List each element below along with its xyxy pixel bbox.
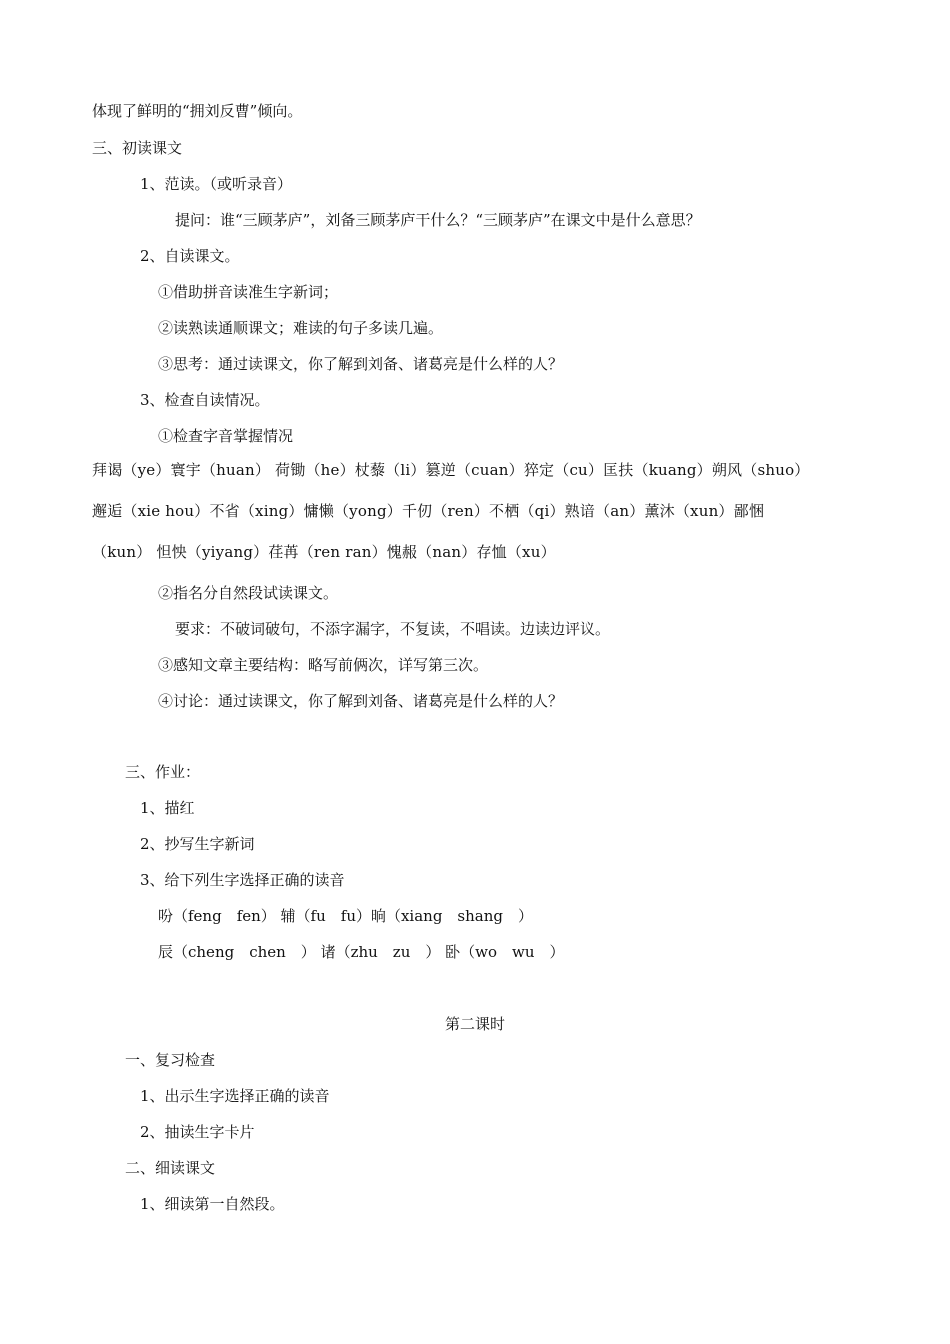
text-line: ②读熟读通顺课文；难读的句子多读几遍。 <box>158 319 444 337</box>
section-heading: 三、作业： <box>125 763 201 781</box>
text-line: 2、抄写生字新词 <box>140 835 255 853</box>
text-line: 吩（feng fen） 辅（fu fu）晌（xiang shang ） <box>158 907 534 925</box>
text-line: ③思考：通过读课文，你了解到刘备、诸葛亮是什么样的人？ <box>158 355 564 373</box>
text-line: 1、细读第一自然段。 <box>140 1195 285 1213</box>
text-line: 1、范读。（或听录音） <box>140 175 293 193</box>
text-line: ①借助拼音读准生字新词； <box>158 283 339 301</box>
section-heading: 三、初读课文 <box>92 139 183 157</box>
text-line: ③感知文章主要结构：略写前俩次，详写第三次。 <box>158 656 489 674</box>
text-line: 辰（cheng chen ） 诸（zhu zu ） 卧（wo wu ） <box>158 943 565 961</box>
vocab-line: 拜谒（ye）寰宇（huan） 荷锄（he）杖藜（li）篡逆（cuan）猝定（cu）匡扶（kuang）朔风（shuo） <box>92 461 810 479</box>
text-line: ④讨论：通过读课文，你了解到刘备、诸葛亮是什么样的人？ <box>158 692 564 710</box>
text-line: 2、抽读生字卡片 <box>140 1123 255 1141</box>
text-line: 提问：谁“三顾茅庐”，刘备三顾茅庐干什么？“三顾茅庐”在课文中是什么意思？ <box>175 211 701 229</box>
text-line: 2、自读课文。 <box>140 247 240 265</box>
text-line: ②指名分自然段试读课文。 <box>158 584 339 602</box>
text-line: 3、给下列生字选择正确的读音 <box>140 871 345 889</box>
text-line: ①检查字音掌握情况 <box>158 427 294 445</box>
section-heading: 一、复习检查 <box>125 1051 216 1069</box>
text-line: 3、检查自读情况。 <box>140 391 270 409</box>
section-heading: 二、细读课文 <box>125 1159 216 1177</box>
text-line: 体现了鲜明的“拥刘反曹”倾向。 <box>92 102 303 120</box>
text-line: 要求：不破词破句，不添字漏字，不复读，不唱读。边读边评议。 <box>175 620 611 638</box>
text-line: 1、描红 <box>140 799 195 817</box>
vocab-line: 邂逅（xie hou）不省（xing）慵懒（yong）千仞（ren）不栖（qi）熟谙（an）薰沐（xun）鄙悃 <box>92 502 765 520</box>
lesson-title: 第二课时 <box>444 1015 505 1033</box>
vocab-line: （kun） 怛怏（yiyang）荏苒（ren ran）愧赧（nan）存恤（xu） <box>92 543 556 561</box>
text-line: 1、出示生字选择正确的读音 <box>140 1087 330 1105</box>
